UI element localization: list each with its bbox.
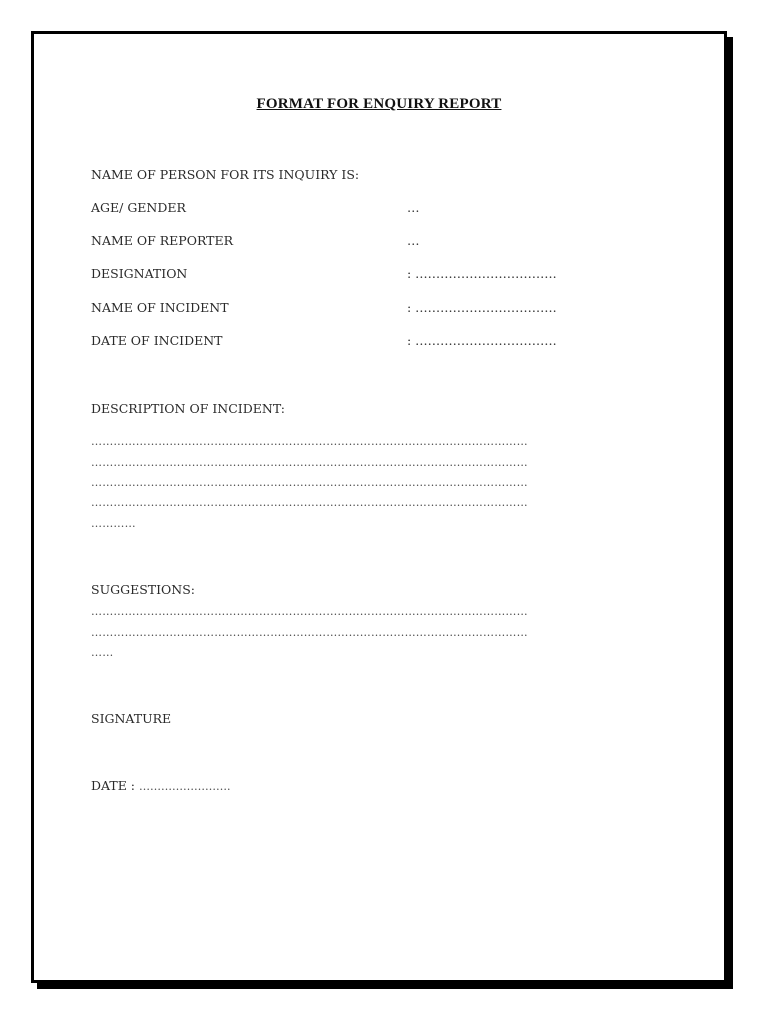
- description-line: ………………………………………………………………………………………………………: [91, 435, 528, 448]
- field-label-reporter-name: NAME OF REPORTER: [91, 233, 234, 248]
- field-label-incident-date: DATE OF INCIDENT: [91, 333, 223, 348]
- field-label-incident-name: NAME OF INCIDENT: [91, 300, 229, 315]
- field-label-designation: DESIGNATION: [91, 266, 188, 281]
- suggestions-line: ………………………………………………………………………………………………………: [91, 605, 528, 618]
- field-value-designation: : …………………………….: [407, 266, 557, 281]
- suggestions-label: SUGGESTIONS:: [91, 582, 195, 597]
- report-page: [31, 31, 727, 983]
- page-title: FORMAT FOR ENQUIRY REPORT: [256, 96, 502, 112]
- field-label-person-name: NAME OF PERSON FOR ITS INQUIRY IS:: [91, 167, 360, 182]
- description-line: …………: [91, 517, 136, 530]
- description-line: ………………………………………………………………………………………………………: [91, 476, 528, 489]
- field-label-age-gender: AGE/ GENDER: [91, 200, 186, 215]
- description-label: DESCRIPTION OF INCIDENT:: [91, 401, 285, 416]
- suggestions-line: ………………………………………………………………………………………………………: [91, 626, 528, 639]
- suggestions-line: ……: [91, 646, 114, 659]
- field-value-incident-name: : …………………………….: [407, 300, 557, 315]
- date-label-text: DATE :: [91, 778, 136, 793]
- field-value-reporter-name: …: [407, 233, 420, 248]
- date-label: [91, 778, 231, 795]
- description-line: ………………………………………………………………………………………………………: [91, 456, 528, 469]
- field-value-incident-date: : …………………………….: [407, 333, 557, 348]
- field-value-age-gender: …: [407, 200, 420, 215]
- description-line: ………………………………………………………………………………………………………: [91, 496, 528, 509]
- date-value: …………………….: [139, 780, 231, 793]
- signature-label: SIGNATURE: [91, 711, 172, 726]
